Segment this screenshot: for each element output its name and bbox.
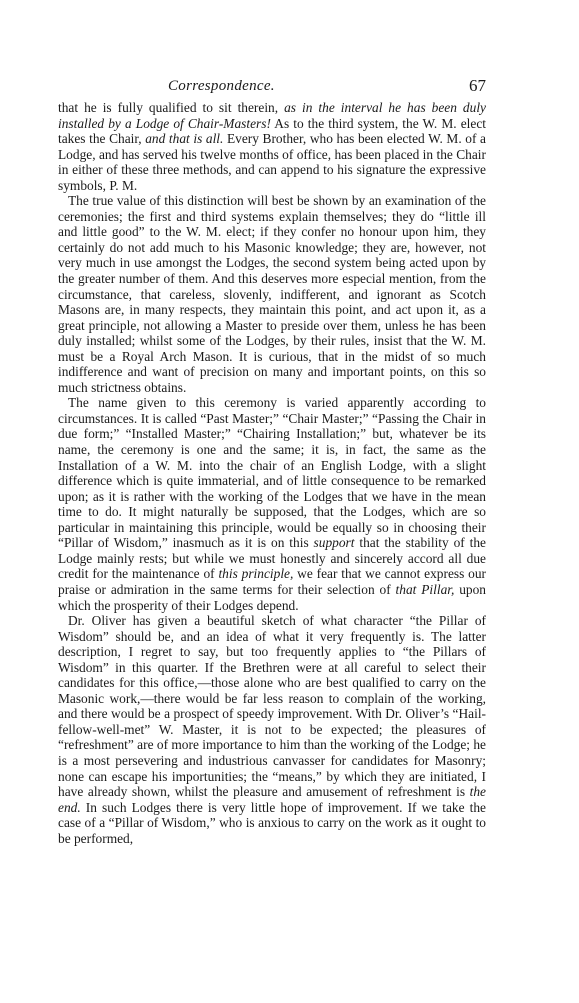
text-run: Every Brother, who has been elected W. M. of a Lodge, and has served his twelve months of office, has been placed in the Chair in either of these three methods, and can append to his signature the expressive symbols, P. M. bbox=[58, 131, 486, 193]
text-run: that he is fully qualified to sit therein, bbox=[58, 100, 285, 115]
paragraph bbox=[58, 193, 486, 395]
page-number: 67 bbox=[469, 76, 486, 95]
italic-text: as in the interval he has been duly installed by a Lodge of Chair-Masters! bbox=[58, 100, 486, 131]
text-run: As to the third system, the W. M. elect takes the Chair, bbox=[58, 115, 487, 147]
text-run: we fear that we cannot express our praise or admiration in the same terms for their selection of bbox=[58, 566, 487, 597]
paragraph bbox=[58, 100, 486, 193]
italic-text: support bbox=[313, 535, 355, 551]
italic-text: this principle, bbox=[218, 566, 294, 582]
book-page bbox=[58, 70, 486, 846]
running-title: Correspondence. bbox=[168, 78, 275, 94]
body-text bbox=[58, 100, 486, 846]
italic-text: the end. bbox=[58, 784, 486, 815]
italic-text: that Pillar, bbox=[395, 581, 455, 597]
text-run: The true value of this distinction will best be shown by an examination of the ceremonies; the first and third systems explain themselves; they do “little ill and little good” to the W. M. elect; if they confer no honour upon him, they certainly do not add much to his Masonic knowledge; they are, however, not very much in use amongst the Lodges, the second system being acted upon by the greater number of them. And this deserves more especial mention, from the circumstance, that careless, slovenly, indifferent, and ignorant as Scotch Masons are, in many respects, they maintain this point, and act upon it, as a great principle, not allowing a Master to preside over them, unless he has been duly installed; whilst some of the Lodges, by their rules, insist that the W. M. must be a Royal Arch Mason. It is curious, that in the midst of so much indifference and want of precision on many and important points, on this so much strictness obtains. bbox=[58, 193, 486, 395]
text-run: In such Lodges there is very little hope of improvement. If we take the case of a “Pillar of Wisdom,” who is anxious to carry on the work as it ought to be performed, bbox=[58, 799, 486, 846]
text-run: Dr. Oliver has given a beautiful sketch of what character “the Pillar of Wisdom” should be, and an idea of what it very frequently is. The latter description, I regret to say, but too frequently applies to “the Pillars of Wisdom” in this quarter. If the Brethren were at all careful to select their candidates for this office,—those alone who are best qualified to carry on the Masonic work,—there would be far less reason to complain of the working, and there would be a prospect of speedy improvement. With Dr. Oliver’s “Hail-fellow-well-met” W. Master, it is not to be expected; the pleasures of “refreshment” are of more importance to him than the working of the Lodge; he is a most persevering and industrious canvasser for candidates for Masonry; none can escape his importunities; the “means,” by which they are initiated, I have already shown, whilst the pleasure and amusement of refreshment is bbox=[58, 613, 486, 800]
paragraph bbox=[58, 395, 486, 613]
text-run: upon which the prosperity of their Lodges depend. bbox=[58, 581, 486, 613]
text-run: that the stability of the Lodge mainly rests; but while we must honestly and sincerely accord all due credit for the maintenance of bbox=[58, 535, 487, 582]
text-run: The name given to this ceremony is varied apparently according to circumstances. It is called “Past Master;” “Chair Master;” “Passing the Chair in due form;” “Installed Master;” “Chairing Installation;” but, whatever be its name, the ceremony is one and the same; it is, in fact, the same as the Installation of a W. M. into the chair of an English Lodge, with a slight difference which is quite immaterial, and of little consequence to be remarked upon; as it is rather with the working of the Lodges that we have in the mean time to do. It might naturally be supposed, that the Lodges, which are so particular in maintaining this principle, would be equally so in choosing their “Pillar of Wisdom,” inasmuch as it is on this bbox=[58, 395, 486, 551]
running-head bbox=[58, 70, 486, 94]
italic-text: and that is all. bbox=[145, 131, 224, 147]
paragraph bbox=[58, 613, 486, 846]
